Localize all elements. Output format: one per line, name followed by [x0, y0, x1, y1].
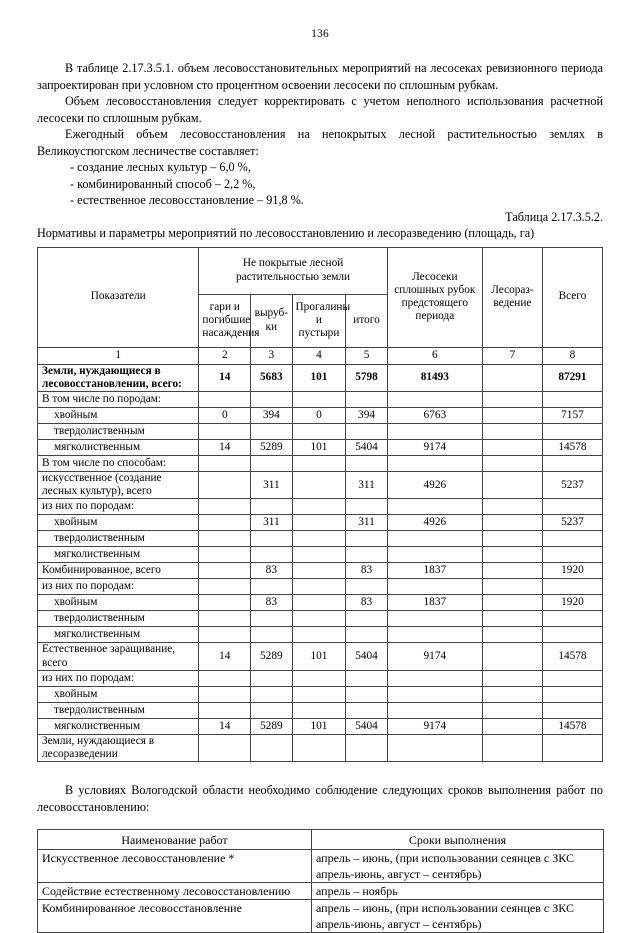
- table-row: [38, 718, 603, 734]
- paragraph-4: В условиях Вологодской области необходимо соблюдение следующих сроков выполнения работ по лесовосстановлению:: [37, 783, 603, 814]
- table-cell: 14: [199, 718, 251, 734]
- table-row: [38, 579, 603, 595]
- reforestation-norms-table: [37, 247, 603, 763]
- table-cell: 1837: [387, 563, 482, 579]
- table-cell: 1837: [387, 595, 482, 611]
- table-cell: 4926: [387, 515, 482, 531]
- table-cell: [199, 734, 251, 761]
- list-item: - комбинированный способ – 2,2 %,: [70, 176, 256, 191]
- table-row: [38, 407, 603, 423]
- table-cell: [292, 563, 346, 579]
- table-row: [38, 423, 603, 439]
- table-cell: [387, 499, 482, 515]
- table-cell: [292, 702, 346, 718]
- table-cell: 14: [199, 364, 251, 391]
- table-cell: [292, 734, 346, 761]
- header-total: Всего: [542, 247, 602, 347]
- table-cell: 14578: [542, 643, 602, 670]
- table-cell: [251, 611, 292, 627]
- table-cell: [199, 499, 251, 515]
- column-number: 1: [38, 347, 199, 364]
- table-cell: [251, 547, 292, 563]
- table-cell: [251, 579, 292, 595]
- table-cell: 4926: [387, 471, 482, 498]
- row-label: Естественное заращивание, всего: [38, 643, 199, 670]
- work-term-cell: апрель – ноябрь: [312, 883, 604, 900]
- table-cell: [387, 686, 482, 702]
- table-row: [38, 515, 603, 531]
- table-cell: [542, 702, 602, 718]
- table-row: [38, 702, 603, 718]
- table-cell: [542, 670, 602, 686]
- table-cell: [292, 547, 346, 563]
- table-cell: [251, 627, 292, 643]
- table-cell: [251, 670, 292, 686]
- table-cell: [482, 579, 542, 595]
- table-cell: [482, 563, 542, 579]
- table-cell: 83: [251, 595, 292, 611]
- header-clearcut: Лесосеки сплошных рубок предстоящего периода: [387, 247, 482, 347]
- table-cell: [199, 515, 251, 531]
- row-label: твердолиственным: [38, 611, 199, 627]
- table-cell: [387, 455, 482, 471]
- table-cell: [199, 391, 251, 407]
- column-number-row: [38, 347, 603, 364]
- table-cell: [292, 579, 346, 595]
- table-cell: [387, 611, 482, 627]
- table-row: [38, 391, 603, 407]
- row-label: хвойным: [38, 595, 199, 611]
- table-cell: 9174: [387, 718, 482, 734]
- header-subtotal: итого: [346, 294, 387, 347]
- table-cell: [251, 391, 292, 407]
- list-item: - создание лесных культур – 6,0 %,: [70, 160, 251, 174]
- table-cell: 5237: [542, 515, 602, 531]
- table-row: [38, 643, 603, 670]
- table-cell: [542, 611, 602, 627]
- table-row: [38, 499, 603, 515]
- table-row: [38, 595, 603, 611]
- table-cell: [251, 702, 292, 718]
- table-cell: [292, 455, 346, 471]
- table-row: [38, 883, 604, 900]
- table-cell: 81493: [387, 364, 482, 391]
- row-label: В том числе по способам:: [38, 455, 199, 471]
- table-cell: 83: [251, 563, 292, 579]
- table-row: [38, 734, 603, 761]
- header-afforestation: Лесораз-ведение: [482, 247, 542, 347]
- work-name-cell: Содействие естественному лесовосстановлению: [38, 883, 312, 900]
- table-cell: [387, 391, 482, 407]
- table-cell: [292, 611, 346, 627]
- column-number: 5: [346, 347, 387, 364]
- table-cell: 87291: [542, 364, 602, 391]
- table-cell: 394: [251, 407, 292, 423]
- table-title: Нормативы и параметры мероприятий по лесовосстановлению и лесоразведению (площадь, га): [37, 226, 535, 240]
- table-cell: [199, 702, 251, 718]
- table-cell: [482, 531, 542, 547]
- table-cell: 311: [251, 471, 292, 498]
- table-row: [38, 627, 603, 643]
- table-body: [38, 364, 603, 762]
- table-cell: 101: [292, 643, 346, 670]
- table-cell: [387, 547, 482, 563]
- row-label: В том числе по породам:: [38, 391, 199, 407]
- table-row: [38, 547, 603, 563]
- table-cell: [199, 547, 251, 563]
- table-row: [38, 364, 603, 391]
- table-cell: 5798: [346, 364, 387, 391]
- table-cell: [542, 499, 602, 515]
- table-cell: [346, 670, 387, 686]
- table-row: [38, 670, 603, 686]
- table-cell: [482, 627, 542, 643]
- table-cell: [346, 702, 387, 718]
- table-cell: 5289: [251, 643, 292, 670]
- table-cell: [292, 471, 346, 498]
- table-cell: 5237: [542, 471, 602, 498]
- table-row: [38, 439, 603, 455]
- column-number: 8: [542, 347, 602, 364]
- column-number: 3: [251, 347, 292, 364]
- row-label: из них по породам:: [38, 499, 199, 515]
- table-cell: [542, 734, 602, 761]
- column-number: 6: [387, 347, 482, 364]
- table-cell: [482, 670, 542, 686]
- table-cell: [542, 455, 602, 471]
- paragraph-1: В таблице 2.17.3.5.1. объем лесовосстановительных мероприятий на лесосеках ревизионного периода запроектирован при условном сто процентном освоении лесосеки по сплошным рубкам.: [37, 61, 603, 92]
- work-name-cell: Искусственное лесовосстановление *: [38, 850, 312, 883]
- header-gaps: Прогалины и пустыри: [292, 294, 346, 347]
- table-cell: [542, 531, 602, 547]
- work-term-cell: апрель – июнь, (при использовании сеянцев с ЗКС апрель-июнь, август – сентябрь): [312, 850, 604, 883]
- table-cell: [292, 423, 346, 439]
- table-cell: [199, 595, 251, 611]
- table-row: [38, 850, 604, 883]
- table-cell: [199, 686, 251, 702]
- table-cell: [482, 439, 542, 455]
- table-cell: [542, 627, 602, 643]
- table-cell: 6763: [387, 407, 482, 423]
- header-not-covered-group: Не покрытые лесной растительностью земли: [199, 247, 387, 294]
- row-label: твердолиственным: [38, 423, 199, 439]
- table-cell: [542, 547, 602, 563]
- table-cell: [482, 595, 542, 611]
- table-cell: [482, 643, 542, 670]
- table-cell: [292, 391, 346, 407]
- table-cell: 311: [346, 471, 387, 498]
- table-cell: [346, 579, 387, 595]
- table-cell: [542, 686, 602, 702]
- column-number: 7: [482, 347, 542, 364]
- table-cell: 5404: [346, 439, 387, 455]
- table-cell: 5289: [251, 439, 292, 455]
- table-cell: [346, 611, 387, 627]
- table-cell: 14: [199, 439, 251, 455]
- header-work-term: Сроки выполнения: [312, 830, 604, 850]
- table-cell: [482, 455, 542, 471]
- table-cell: [482, 611, 542, 627]
- work-terms-table: [37, 829, 604, 933]
- row-label: искусственное (создание лесных культур), всего: [38, 471, 199, 498]
- table-cell: [292, 670, 346, 686]
- table-cell: [482, 364, 542, 391]
- table-cell: 9174: [387, 439, 482, 455]
- table-cell: 5289: [251, 718, 292, 734]
- table-cell: [387, 423, 482, 439]
- work-term-cell: апрель – июнь, (при использовании сеянцев с ЗКС апрель-июнь, август – сентябрь): [312, 900, 604, 933]
- table-cell: [199, 423, 251, 439]
- list-item: - естественное лесовосстановление – 91,8 %.: [70, 193, 304, 207]
- table-cell: [482, 702, 542, 718]
- table-cell: [292, 499, 346, 515]
- table-cell: [251, 423, 292, 439]
- paragraph-2: Объем лесовосстановления следует корректировать с учетом неполного использования расчетной лесосеки по сплошным рубкам.: [37, 94, 603, 125]
- table-cell: [251, 531, 292, 547]
- table-cell: 5404: [346, 643, 387, 670]
- table-cell: [199, 579, 251, 595]
- table-cell: [482, 407, 542, 423]
- column-number: 2: [199, 347, 251, 364]
- row-label: мягколиственным: [38, 439, 199, 455]
- row-label: мягколиственным: [38, 547, 199, 563]
- row-label: из них по породам:: [38, 670, 199, 686]
- table-cell: [387, 531, 482, 547]
- table-cell: 7157: [542, 407, 602, 423]
- table-cell: 83: [346, 563, 387, 579]
- table-cell: 0: [292, 407, 346, 423]
- table-cell: 83: [346, 595, 387, 611]
- table-cell: [251, 499, 292, 515]
- table-cell: [482, 423, 542, 439]
- table-cell: 5404: [346, 718, 387, 734]
- table-cell: [482, 499, 542, 515]
- table-cell: 14578: [542, 718, 602, 734]
- header-cuttings: выруб-ки: [251, 294, 292, 347]
- table-cell: 311: [346, 515, 387, 531]
- table-cell: [482, 515, 542, 531]
- table-row: [38, 531, 603, 547]
- table-cell: [346, 627, 387, 643]
- table-cell: [482, 734, 542, 761]
- row-label: хвойным: [38, 686, 199, 702]
- table-cell: [346, 499, 387, 515]
- table-cell: [199, 471, 251, 498]
- table-cell: 101: [292, 364, 346, 391]
- row-label: из них по породам:: [38, 579, 199, 595]
- table-header-row-top: [38, 247, 603, 294]
- table-cell: [542, 391, 602, 407]
- paragraph-3: Ежегодный объем лесовосстановления на непокрытых лесной растительностью землях в Великоустюгском лесничестве составляет:: [37, 127, 603, 158]
- table-row: [38, 563, 603, 579]
- row-label: твердолиственным: [38, 531, 199, 547]
- table-cell: 9174: [387, 643, 482, 670]
- table-cell: [482, 547, 542, 563]
- table-cell: [292, 686, 346, 702]
- table-cell: [482, 718, 542, 734]
- row-label: хвойным: [38, 515, 199, 531]
- table-cell: [346, 531, 387, 547]
- table-cell: 0: [199, 407, 251, 423]
- table-cell: [387, 579, 482, 595]
- terms-header-row: [38, 830, 604, 850]
- row-label: мягколиственным: [38, 718, 199, 734]
- table-cell: [346, 686, 387, 702]
- table-cell: [199, 531, 251, 547]
- table-cell: [292, 515, 346, 531]
- table-cell: [199, 670, 251, 686]
- table-row: [38, 471, 603, 498]
- table-cell: [387, 734, 482, 761]
- table-caption: Таблица 2.17.3.5.2.: [505, 209, 603, 224]
- table-cell: [482, 391, 542, 407]
- table-cell: [346, 734, 387, 761]
- table-cell: 14578: [542, 439, 602, 455]
- table-cell: [346, 423, 387, 439]
- table-cell: [387, 627, 482, 643]
- column-number: 4: [292, 347, 346, 364]
- header-burned: гари и погибшие насаждения: [199, 294, 251, 347]
- table-cell: [251, 455, 292, 471]
- document-body: [37, 60, 603, 933]
- row-label: твердолиственным: [38, 702, 199, 718]
- work-name-cell: Комбинированное лесовосстановление: [38, 900, 312, 933]
- table-cell: [542, 423, 602, 439]
- table-cell: [346, 391, 387, 407]
- table-cell: [346, 455, 387, 471]
- row-label: мягколиственным: [38, 627, 199, 643]
- table-cell: [292, 627, 346, 643]
- terms-table-head: [38, 830, 604, 850]
- table-cell: [199, 611, 251, 627]
- table-cell: [482, 471, 542, 498]
- row-label: Комбинированное, всего: [38, 563, 199, 579]
- table-cell: 101: [292, 718, 346, 734]
- header-work-name: Наименование работ: [38, 830, 312, 850]
- table-cell: [542, 579, 602, 595]
- row-label: хвойным: [38, 407, 199, 423]
- row-label: Земли, нуждающиеся в лесоразведении: [38, 734, 199, 761]
- table-cell: 14: [199, 643, 251, 670]
- table-cell: [292, 595, 346, 611]
- table-cell: 311: [251, 515, 292, 531]
- page-number: 136: [311, 28, 329, 40]
- table-cell: [199, 563, 251, 579]
- table-cell: [199, 627, 251, 643]
- table-row: [38, 455, 603, 471]
- table-cell: 5683: [251, 364, 292, 391]
- header-indicators: Показатели: [38, 247, 199, 347]
- table-cell: [387, 702, 482, 718]
- table-cell: [292, 531, 346, 547]
- terms-table-body: [38, 850, 604, 933]
- table-cell: [482, 686, 542, 702]
- table-cell: 394: [346, 407, 387, 423]
- table-row: [38, 611, 603, 627]
- table-cell: [199, 455, 251, 471]
- row-label: Земли, нуждающиеся в лесовосстановлении, всего:: [38, 364, 199, 391]
- restoration-methods-list: [37, 159, 603, 209]
- document-page: [0, 28, 640, 933]
- table-head: [38, 247, 603, 364]
- table-row: [38, 686, 603, 702]
- table-cell: [251, 686, 292, 702]
- table-cell: 1920: [542, 563, 602, 579]
- table-cell: 101: [292, 439, 346, 455]
- table-cell: 1920: [542, 595, 602, 611]
- table-cell: [251, 734, 292, 761]
- table-cell: [387, 670, 482, 686]
- table-cell: [346, 547, 387, 563]
